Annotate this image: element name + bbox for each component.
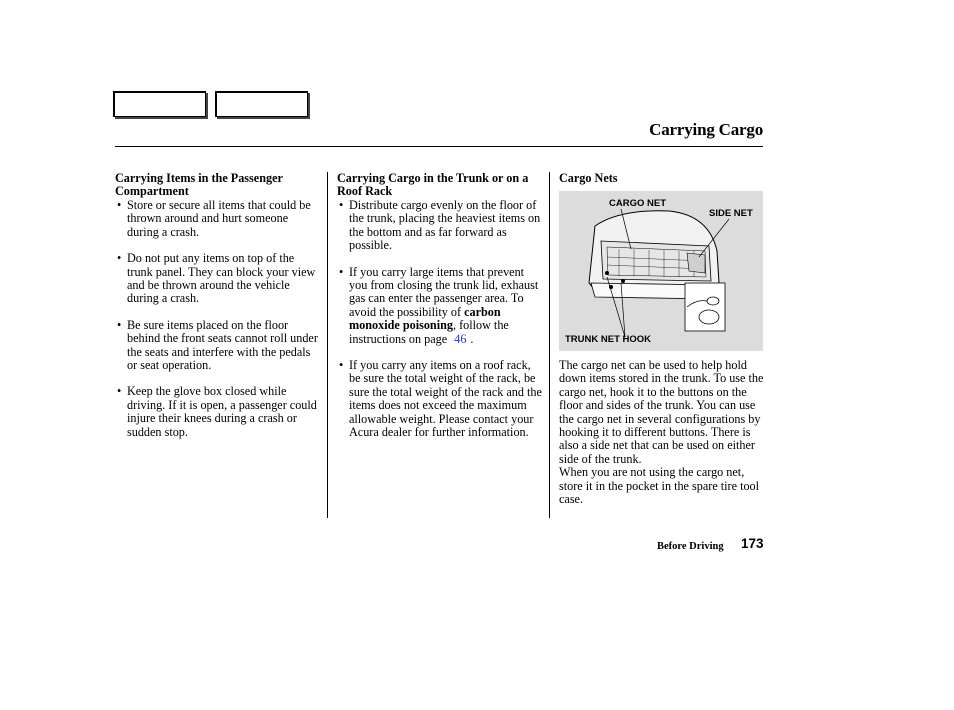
list-item: • Distribute cargo evenly on the floor of the trunk, placing the heaviest items on the bottom and as far forward as possible.	[337, 199, 543, 253]
list-item	[337, 266, 543, 346]
list-item: • Store or secure all items that could be thrown around and hurt someone during a crash.	[115, 199, 322, 239]
callout-side-net: SIDE NET	[709, 208, 753, 219]
section-heading: Carrying Items in the Passenger Compartment	[115, 171, 283, 198]
column-trunk-roof-rack	[337, 172, 543, 453]
nav-previous-button[interactable]	[113, 91, 206, 117]
body-paragraph: When you are not using the cargo net, store it in the pocket in the spare tire tool case.	[559, 465, 760, 507]
body-paragraph: The cargo net can be used to help hold down items stored in the trunk. To use the cargo net, hook it to the buttons on the floor and sides of the trunk. You can use the cargo net in several configurations by hooking it to different buttons. There is also a side net that can be used on either side of the trunk.	[559, 358, 764, 466]
callout-trunk-net-hook: TRUNK NET HOOK	[565, 334, 652, 345]
column-divider	[327, 172, 328, 518]
column-divider	[549, 172, 550, 518]
nav-next-button[interactable]	[215, 91, 308, 117]
list-item-text: If you carry large items that prevent you from closing the trunk lid, exhaust gas can enter the passenger area. To avoid the possibility of	[349, 264, 539, 319]
page-number: 173	[741, 536, 764, 551]
list-item: • Do not put any items on top of the trunk panel. They can block your view and be thrown around the vehicle during a crash.	[115, 252, 322, 306]
callout-cargo-net: CARGO NET	[609, 198, 666, 209]
list-item-text: .	[470, 331, 474, 346]
title-rule	[115, 146, 763, 147]
section-heading: Carrying Cargo in the Trunk or on a Roof Rack	[337, 171, 529, 198]
page-link[interactable]: 46	[454, 331, 467, 346]
section-heading: Cargo Nets	[559, 171, 618, 185]
page-title: Carrying Cargo	[649, 120, 763, 139]
column-cargo-nets	[559, 172, 765, 506]
footer-section-name: Before Driving	[657, 541, 724, 552]
list-item-text: , follow the instructions on page	[349, 318, 509, 346]
list-item: • Be sure items placed on the floor behind the front seats cannot roll under the seats and interfere with the pedals or seat operation.	[115, 319, 322, 373]
column-passenger-compartment	[115, 172, 322, 452]
warning-emphasis: carbon monoxide poisoning	[349, 304, 501, 333]
cargo-net-illustration	[559, 191, 763, 351]
list-item: • If you carry any items on a roof rack, be sure the total weight of the rack, be sure the total weight of the rack and the items does not exceed the maximum allowable weight. Please contact your Acura dealer for further information.	[337, 359, 543, 439]
list-item: • Keep the glove box closed while driving. If it is open, a passenger could injure their knees during a crash or sudden stop.	[115, 385, 322, 439]
